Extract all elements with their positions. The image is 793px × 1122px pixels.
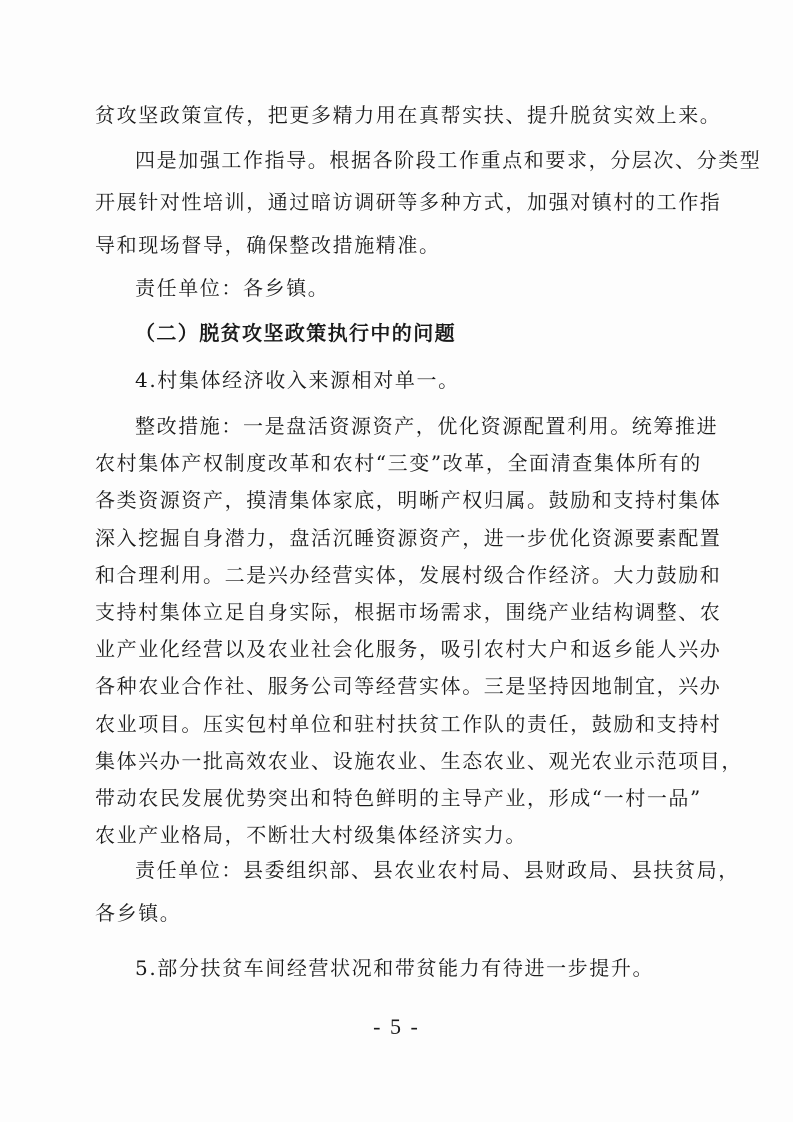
paragraph-line: 带动农民发展优势突出和特色鲜明的主导产业，形成“一村一品” (95, 786, 702, 810)
paragraph-line: 四是加强工作指导。根据各阶段工作重点和要求，分层次、分类型 (135, 148, 762, 172)
paragraph-line: 农业项目。压实包村单位和驻村扶贫工作队的责任，鼓励和支持村 (95, 712, 722, 736)
paragraph-line: 贫攻坚政策宣传，把更多精力用在真帮实扶、提升脱贫实效上来。 (95, 103, 722, 127)
paragraph-line: 农村集体产权制度改革和农村“三变”改革，全面清查集体所有的 (95, 451, 702, 475)
section-heading: （二）脱贫攻坚政策执行中的问题 (135, 321, 456, 345)
paragraph-line: 支持村集体立足自身实际，根据市场需求，围绕产业结构调整、农 (95, 600, 722, 624)
page-number: - 5 - (373, 1014, 420, 1039)
paragraph-line: 各种农业合作社、服务公司等经营实体。三是坚持因地制宜，兴办 (95, 674, 722, 698)
issue-title: 4.村集体经济收入来源相对单一。 (135, 368, 460, 392)
paragraph-line: 农业产业格局，不断壮大村级集体经济实力。 (95, 823, 527, 847)
paragraph-line: 集体兴办一批高效农业、设施农业、生态农业、观光农业示范项目， (95, 749, 743, 773)
paragraph-line: 业产业化经营以及农业社会化服务，吸引农村大户和返乡能人兴办 (95, 637, 722, 661)
issue-title: 5.部分扶贫车间经营状况和带贫能力有待进一步提升。 (135, 956, 655, 980)
responsible-unit-line: 各乡镇。 (95, 901, 182, 925)
paragraph-line: 整改措施：一是盘活资源资产，优化资源配置利用。统筹推进 (135, 414, 719, 438)
paragraph-line: 和合理利用。二是兴办经营实体，发展村级合作经济。大力鼓励和 (95, 563, 722, 587)
paragraph-line: 深入挖掘自身潜力，盘活沉睡资源资产，进一步优化资源要素配置 (95, 526, 722, 550)
responsible-unit-line: 责任单位：各乡镇。 (135, 276, 330, 300)
paragraph-line: 各类资源资产，摸清集体家底，明晰产权归属。鼓励和支持村集体 (95, 488, 722, 512)
paragraph-line: 开展针对性培训，通过暗访调研等多种方式，加强对镇村的工作指 (95, 190, 722, 214)
responsible-unit-line: 责任单位：县委组织部、县农业农村局、县财政局、县扶贫局， (135, 858, 740, 882)
paragraph-line: 导和现场督导，确保整改措施精准。 (95, 233, 441, 257)
